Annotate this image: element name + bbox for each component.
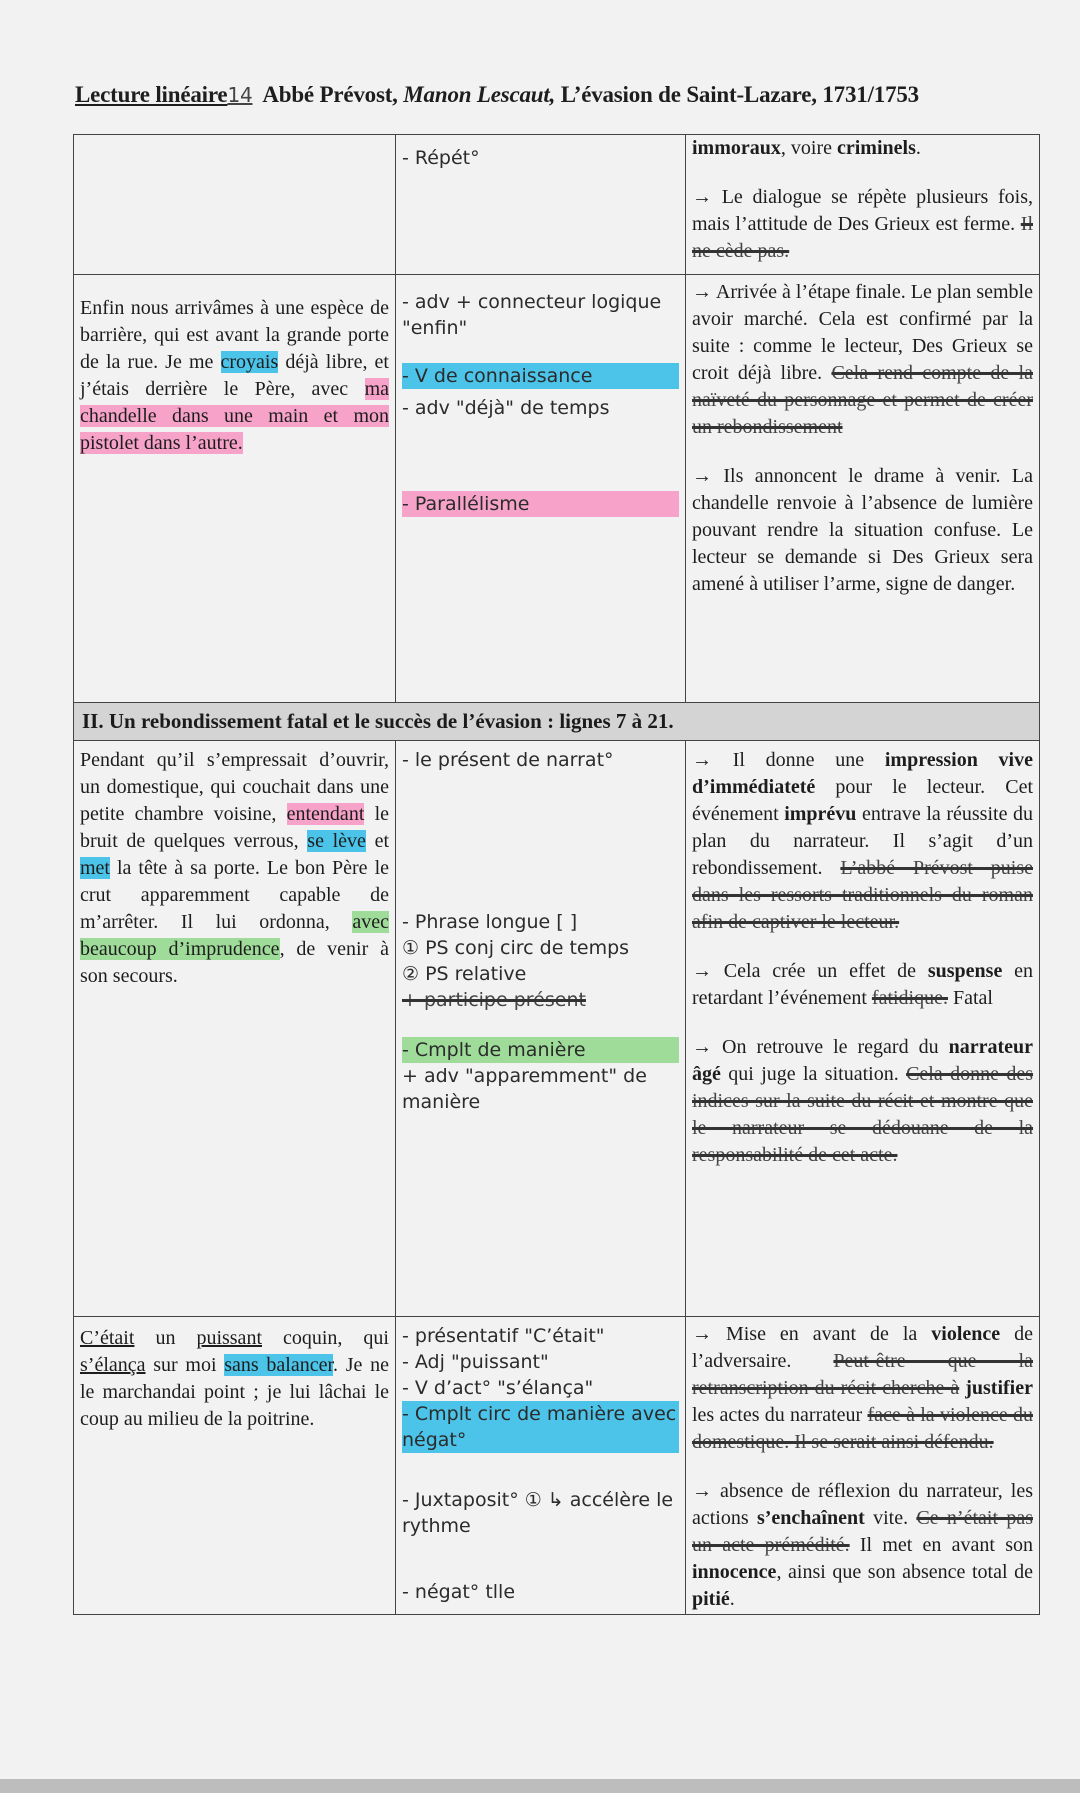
- annotation: - Juxtaposit° ① ↳ accélère le rythme: [402, 1489, 674, 1537]
- comment-text: Cela rend compte de la naïveté du personnage et permet de créer un rebondissement: [692, 362, 1033, 438]
- comment-cell: [686, 135, 1040, 275]
- annotation: ① PS conj circ de temps: [402, 937, 630, 959]
- annotation: - V de connaissance: [402, 363, 679, 389]
- table-row: [74, 135, 1040, 275]
- annotation-cell: [396, 275, 686, 703]
- annotation-cell: [396, 135, 686, 275]
- comment-text: innocence: [692, 1561, 777, 1583]
- source-text: , de venir à son secours.: [80, 938, 389, 987]
- source-text: . Je ne le marchandai point ; je lui lâchai le coup au milieu de la poitrine.: [80, 1354, 389, 1430]
- source-text: met: [80, 857, 110, 879]
- source-text: croyais: [220, 351, 279, 373]
- comment-paragraph: [692, 1034, 1033, 1169]
- comment-paragraph: [692, 958, 1033, 1012]
- comment-text: → Cela crée un effet de: [692, 960, 928, 982]
- annotation-cell: [396, 741, 686, 1317]
- page-title: [75, 82, 1015, 108]
- source-text: s’élança: [80, 1354, 146, 1376]
- text-cell: [74, 275, 396, 703]
- comment-text: Peut-être que la retranscription du récit cherche à: [692, 1350, 1033, 1399]
- comment-text: impression vive d’immédiateté: [692, 749, 1033, 798]
- annotation: - V d’act° "s’élança": [402, 1377, 594, 1399]
- title-label: Lecture linéaire: [75, 82, 228, 107]
- comment-text: narrateur âgé: [692, 1036, 1033, 1085]
- source-text: sur moi: [145, 1354, 225, 1376]
- comment-cell: [686, 741, 1040, 1317]
- title-number: 14: [227, 83, 253, 107]
- comment-text: en retardant l’événement: [692, 960, 1033, 1009]
- annotation: - Adj "puissant": [402, 1351, 549, 1373]
- comment-text: immoraux: [692, 137, 781, 159]
- comment-text: → Le dialogue se répète plusieurs fois, mais l’attitude de Des Grieux est ferme.: [692, 186, 1033, 235]
- text-cell: [74, 135, 396, 275]
- comment-text: .: [729, 1588, 735, 1610]
- source-text: un: [134, 1327, 197, 1349]
- comment-text: .: [915, 137, 921, 159]
- comment-text: justifier: [965, 1377, 1033, 1399]
- comment-text: s’enchaînent: [756, 1507, 865, 1529]
- source-text: Pendant qu’il s’empressait d’ouvrir, un domestique, qui couchait dans une petite chambre voisine,: [80, 749, 389, 825]
- source-text: le bruit de quelques verrous,: [80, 803, 389, 852]
- source-text: la tête à sa porte. Le bon Père le crut apparemment capable de m’arrêter. Il lui ordonna,: [80, 857, 389, 933]
- title-author: Abbé Prévost,: [262, 82, 398, 107]
- annotation-struck: + participe présent: [402, 989, 586, 1011]
- table-row: [74, 275, 1040, 703]
- source-text: C’était: [80, 1327, 135, 1349]
- comment-text: → Ils annoncent le drame à venir. La chandelle renvoie à l’absence de lumière pouvant rendre la situation confuse. Le lecteur se demande si Des Grieux sera amené à utiliser l’arme, signe de danger.: [692, 465, 1033, 595]
- comment-text: , ainsi que son absence total de: [776, 1561, 1033, 1583]
- comment-paragraph: [692, 1321, 1033, 1456]
- comment-text: face à la violence du domestique. Il se serait ainsi défendu.: [692, 1404, 1033, 1453]
- title-subtitle: L’évasion de Saint-Lazare, 1731/1753: [560, 82, 919, 107]
- comment-text: de l’adversaire.: [692, 1323, 1033, 1372]
- comment-text: les actes du narrateur: [692, 1404, 868, 1426]
- source-text: puissant: [196, 1327, 262, 1349]
- section-row: [74, 703, 1040, 741]
- text-cell: [74, 741, 396, 1317]
- comment-text: vite.: [864, 1507, 917, 1529]
- comment-text: L’abbé Prévost puise dans les ressorts traditionnels du roman afin de captiver le lecteur.: [692, 857, 1034, 933]
- annotation: ② PS relative: [402, 963, 527, 985]
- source-text: entendant: [286, 803, 365, 825]
- comment-paragraph: [692, 747, 1033, 936]
- comment-paragraph: [692, 1478, 1033, 1613]
- comment-cell: [686, 1317, 1040, 1615]
- annotation: - adv "déjà" de temps: [402, 397, 610, 419]
- source-text: coquin, qui: [262, 1327, 389, 1349]
- analysis-table: [73, 134, 1040, 1615]
- annotation: + adv "apparemment" de manière: [402, 1065, 647, 1113]
- comment-text: pitié: [692, 1588, 730, 1610]
- comment-text: Ce n’était pas un acte prémédité.: [692, 1507, 1033, 1556]
- comment-text: → absence de réflexion du narrateur, les actions: [692, 1480, 1033, 1529]
- comment-text: imprévu: [784, 803, 857, 825]
- annotation: - Répét°: [402, 147, 480, 169]
- annotation: - Parallélisme: [402, 491, 679, 517]
- comment-paragraph: [692, 184, 1033, 265]
- comment-text: entrave la réussite du plan du narrateur. Il s’agit d’un rebondissement.: [692, 803, 1034, 879]
- comment-text: Il met en avant son: [849, 1534, 1033, 1556]
- comment-paragraph: [692, 279, 1033, 441]
- source-text: et: [365, 830, 389, 852]
- comment-text: Cela donne des indices sur la suite du récit et montre que le narrateur se dédouane de la responsabilité de cet acte.: [692, 1063, 1034, 1166]
- source-text: ma chandelle dans une main et mon pistolet dans l’autre.: [80, 378, 389, 454]
- table-row: [74, 741, 1040, 1317]
- source-text: sans balancer: [224, 1354, 334, 1376]
- source-text: avec beaucoup d’imprudence: [80, 911, 389, 960]
- annotation-cell: [396, 1317, 686, 1615]
- comment-text: → Il donne une: [692, 749, 885, 771]
- comment-paragraph: [692, 463, 1033, 598]
- comment-text: Il ne cède pas.: [692, 213, 1033, 262]
- comment-text: → On retrouve le regard du: [692, 1036, 949, 1058]
- comment-text: fatidique.: [871, 987, 948, 1009]
- annotation: - Cmplt de manière: [402, 1037, 679, 1063]
- source-text: déjà libre, et j’étais derrière le Père, avec: [80, 351, 389, 400]
- comment-text: Fatal: [948, 987, 993, 1009]
- comment-text: violence: [931, 1323, 1001, 1345]
- annotation: - présentatif "C’était": [402, 1325, 605, 1347]
- comment-text: suspense: [927, 960, 1003, 982]
- source-text: Enfin nous arrivâmes à une espèce de barrière, qui est avant la grande porte de la rue. Je me: [80, 297, 389, 373]
- comment-text: qui juge la situation.: [720, 1063, 907, 1085]
- comment-text: , voire: [780, 137, 837, 159]
- comment-text: pour le lecteur. Cet événement: [692, 776, 1033, 825]
- comment-text: → Arrivée à l’étape finale. Le plan semble avoir marché. Cela est confirmé par la suite : comme le lecteur, Des Grieux se croit déjà libre.: [692, 281, 1033, 384]
- source-text: se lève: [307, 830, 366, 852]
- annotation: - Cmplt circ de manière avec négat°: [402, 1401, 679, 1453]
- section-heading: II. Un rebondissement fatal et le succès de l’évasion : lignes 7 à 21.: [74, 703, 1040, 741]
- annotation: - négat° tlle: [402, 1581, 516, 1603]
- text-cell: [74, 1317, 396, 1615]
- annotation: - le présent de narrat°: [402, 749, 614, 771]
- table-row: [74, 1317, 1040, 1615]
- title-work: Manon Lescaut,: [403, 82, 556, 107]
- annotation: - adv + connecteur logique "enfin": [402, 291, 662, 339]
- comment-text: criminels: [836, 137, 916, 159]
- comment-paragraph: [692, 135, 1033, 162]
- page-edge: [0, 1779, 1080, 1793]
- annotation: - Phrase longue [ ]: [402, 911, 578, 933]
- comment-cell: [686, 275, 1040, 703]
- comment-text: → Mise en avant de la: [692, 1323, 932, 1345]
